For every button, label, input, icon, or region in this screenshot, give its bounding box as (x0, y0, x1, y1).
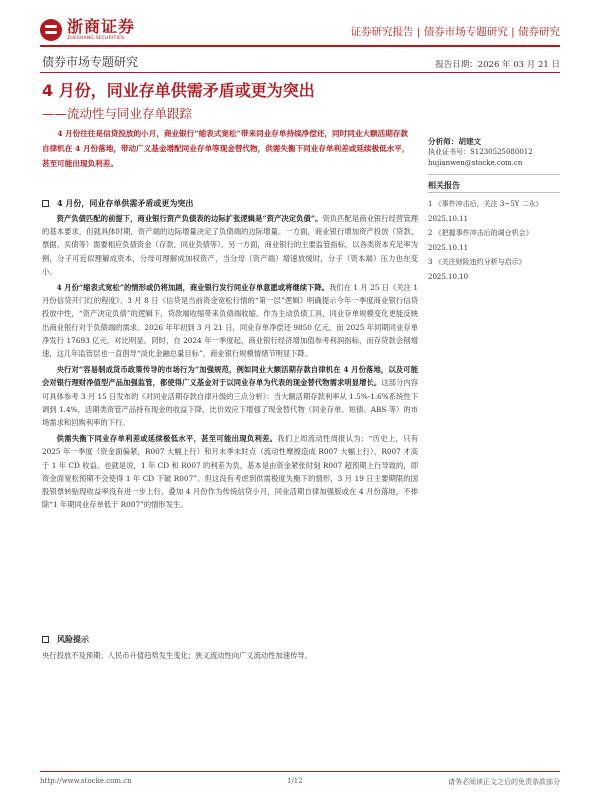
logo-text-en: ZHESHANG SECURITIES (67, 35, 125, 41)
section-risk (42, 634, 418, 662)
side-divider (428, 174, 560, 175)
section-heading (42, 634, 418, 645)
paragraph-body: 这部分内容可具体参考 3 月 15 日发布的《对同业活期存款自律升级的三点分析》：当大额活期存款利率从 1.5%-1.6%系统性下调到 1.4%，活期类资管产品持有现金的收益下降，比价效应下增强了现金替代物（同业存单、短债、ABS 等）的市场需求和回购利率的下行。 (42, 378, 418, 428)
paragraph-body: 资负匹配是商业银行经营管理的基本要求，但就具体时期，资产端的边际增量决定了负债端的边际增量。一方面，商业银行增加资产投放（贷款、票据、买债等）需要相应负债资金（存款、同业负债等），另一方面，商业银行的主要监管指标，以各类资本充足率为例，分子可近似理解成资本，分母可理解成加权资产，当分母（资产端）增速放缓时，分子（资本端）压力也在变小。 (42, 214, 418, 276)
paragraph-lead: 供需失衡下同业存单利差或延续极低水平，甚至可能出现负利差。 (56, 434, 278, 444)
paragraph-lead: 4 月份“缩表式宽松”的情形或仍将加剧，商业银行发行同业存单意愿或将继续下降。 (56, 283, 330, 293)
related-report-item[interactable]: 3 《关注财险违约分析与启示》 2025.10.10 (428, 258, 526, 281)
report-date: 报告日期：2026 年 03 月 21 日 (435, 60, 560, 70)
page-number: 1/12 (287, 777, 303, 785)
checkbox-square-icon (42, 636, 49, 643)
analyst-email[interactable]: hujianwen@stocke.com.cn (428, 159, 523, 167)
paragraph-lead: 资产负债匹配的前提下，商业银行资产负债表的边际扩张逻辑是“资产决定负债”。 (56, 214, 323, 223)
paragraph-lead: 央行对“容易制成货币政策传导的市场行为”加强规范，例如同业大额活期存款自律机在 4 月份落地，以及可能会对银行理财净值型产品加强监管，都使得广义基金对于以同业存单为代表的现金替代物需求明显增长。 (42, 365, 418, 388)
analyst-cert: 执业证书号：S1230525080012 (428, 148, 533, 156)
paragraph (42, 363, 418, 429)
analyst-block (428, 136, 560, 169)
footer-website-link[interactable]: http://www.stocke.com.cn (40, 777, 132, 785)
side-divider (428, 192, 560, 193)
related-report-item[interactable]: 1 《事件冲击后，关注 3~5Y 二永》 2025.10.11 (428, 200, 543, 223)
company-logo (40, 14, 180, 46)
summary-text: 4 月份往往是信贷投放的小月，商业银行“缩表式宽松”带来同业存单持续净偿还，同时同业大额活期存款自律机在 4 月份落地，带动广义基金增配同业存单等现金替代物，供需失衡下同业存单利差或延续极低水平，甚至可能出现负利差。 (42, 129, 410, 168)
paragraph (42, 212, 418, 278)
paragraph (42, 432, 418, 511)
section-main (42, 198, 418, 511)
title-rule (40, 72, 560, 73)
section-heading (42, 198, 418, 209)
paragraph-body: 我们上周流动性周报认为：“历史上，只有 2025 年一季度（资金面偏紧，R007 大幅上行）和月末季末时点（流动性摩擦造成 R007 大幅上行），R007 才高于 1 年 CD 收益。也就是说，1 年 CD 和 R007 的利差为负，基本是由资金紧张时刻 R007 超预期上行导致的，即资金面宽松预期不会使得 1 年 CD 下破 R007”。但这没有考虑到供需极度失衡下的情形，3 月 19 日主要期限的国股银票转贴现收益率没有进一步上行，叠加 4 月份作为传统信贷小月，同业活期自律加强版或在 4 月份落地，不排除“1 年期同业存单低于 R007”的情形发生。 (42, 434, 419, 510)
report-category-nav: 证券研究报告 | 债券市场专题研究 | 债券研究 (350, 26, 560, 38)
logo-text-cn: 浙商证券 (67, 16, 136, 36)
checkbox-square-icon (42, 200, 49, 207)
related-reports-list (428, 197, 560, 284)
report-subtitle: ——流动性与同业存单跟踪 (42, 106, 193, 121)
related-reports-title: 相关报告 (428, 180, 460, 190)
footer-disclaimer: 请务必阅读正文之后的免责条款部分 (448, 778, 560, 786)
paragraph: 央行投放不及预期；人民币升值趋势发生变化；狭义流动性向广义流动性加速传导。 (42, 651, 312, 660)
footer-rule (40, 771, 560, 772)
section-heading-text: 4 月份，同业存单供需矛盾或更为突出 (57, 198, 194, 208)
paragraph-body: 我们在 1 月 25 日《关注 1 月份信贷开门红的程度》、3 月 8 日《信贷是当前资金宽松行情的“第一层”逻辑》明确提示今年一季度商业银行信贷投放中性，“资产决定负债”的逻辑下，贷款端收缩带来负债端收缩。作为主动负债工具，同业存单规模变化更能反映出商业银行对于负债端的需求。2026 年年初到 3 月 21 日，同业存单净偿还 9850 亿元，而 2025 年同期同业存单净发行 17693 亿元，对比明显。同时，自 2024 年一季度起，商业银行经济增加值参考利润指标，而存贷款会削增速，这几年监管层也一直倡导“淡化金融总量目标”，商业银行规模情绪节明显下降。 (42, 283, 418, 359)
analyst-name: 分析师：胡建文 (428, 137, 482, 146)
paragraph (42, 281, 418, 360)
logo-mark-icon (40, 19, 62, 41)
report-title: 4 月份，同业存单供需矛盾或更为突出 (42, 81, 315, 100)
related-report-item[interactable]: 2 《把握事件冲击后的调仓机会》 2025.10.11 (428, 229, 533, 252)
section-heading-text: 风险提示 (57, 634, 89, 644)
header-rule (40, 45, 560, 47)
doc-type: 债券市场专题研究 (42, 55, 139, 69)
